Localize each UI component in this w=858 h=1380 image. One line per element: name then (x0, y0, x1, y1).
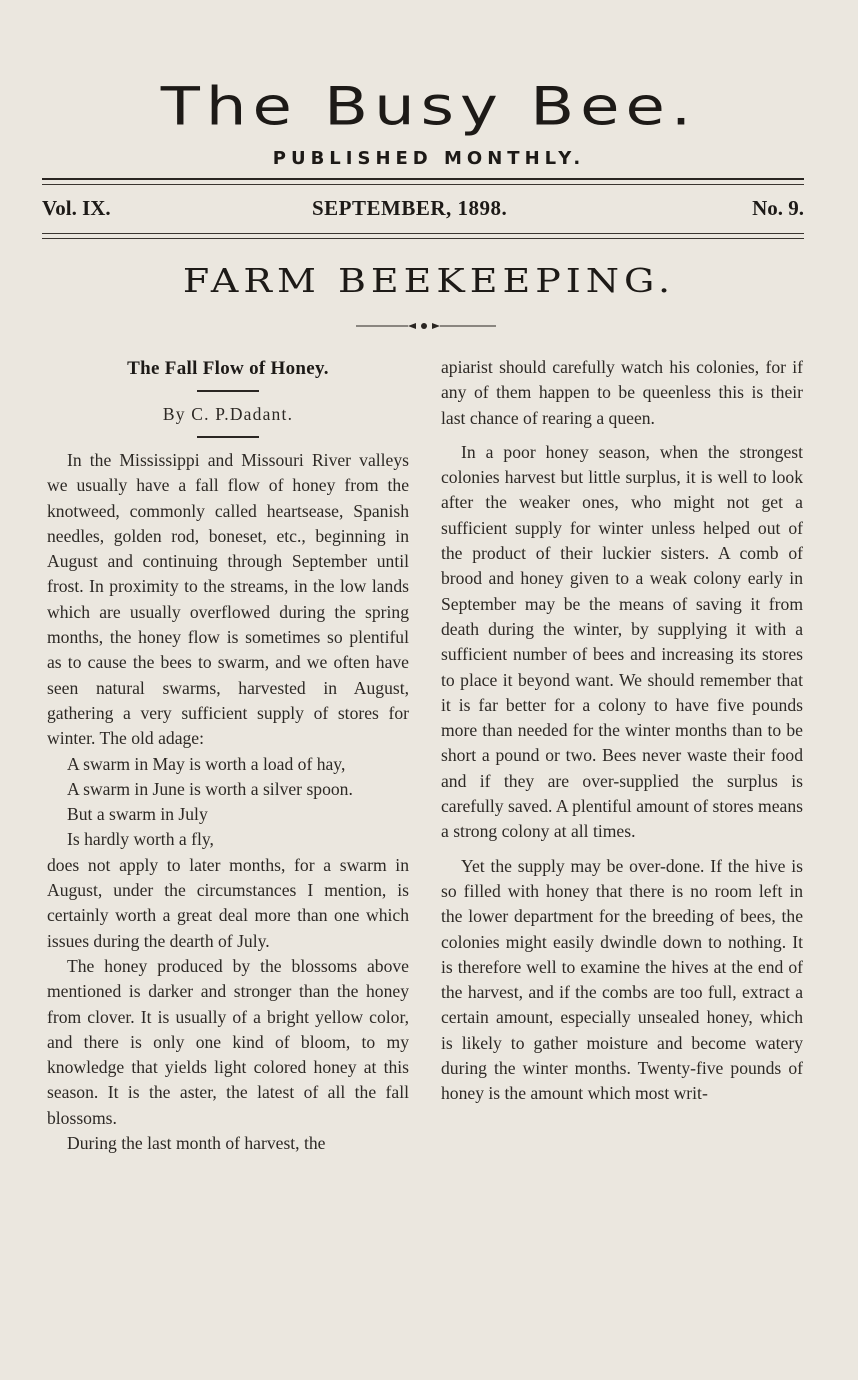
masthead-subtitle: PUBLISHED MONTHLY. (272, 148, 586, 169)
title-rule (197, 390, 259, 392)
verse-line: A swarm in May is worth a load of hay, (67, 753, 346, 774)
right-column (441, 355, 803, 1107)
article-byline: By C. P.Dadant. (162, 404, 294, 424)
ornament-divider-icon (356, 318, 496, 334)
paragraph: does not apply to later months, for a swarm in August, under the circumstances I mention, is certainly worth a great deal more than one which issues during the dearth of July. (47, 854, 409, 951)
issue-number: No. 9. (752, 196, 804, 220)
byline-rule (197, 436, 259, 438)
volume-label: Vol. IX. (42, 196, 111, 220)
header-rule-top (42, 178, 804, 180)
paragraph: apiarist should carefully watch his colonies, for if any of them happen to be queenless this is their last chance of rearing a queen. (441, 357, 803, 428)
article-title: The Fall Flow of Honey. (127, 358, 329, 379)
header-rule-bottom-thin (42, 238, 804, 239)
left-column (47, 352, 409, 1156)
header-rule-top-thin (42, 184, 804, 185)
paragraph: The honey produced by the blossoms above mentioned is darker and stronger than the honey from clover. It is usually of a bright yellow color, and there is only one kind of bloom, to my knowledge that yields light colored honey at this season. It is the aster, the latest of all the fall blossoms. (47, 955, 409, 1128)
header-rule-bottom (42, 233, 804, 234)
paragraph: In the Mississippi and Missouri River valleys we usually have a fall flow of honey from the knotweed, commonly called heartsease, Spanish needles, golden rod, boneset, etc., beginning in August and continuing through September until frost. In proximity to the streams, in the low lands which are usually overflowed during the spring months, the honey flow is sometimes so plentiful as to cause the bees to swarm, and we often have seen natural swarms, harvested in August, gathering a very sufficient supply of stores for winter. The old adage: (47, 450, 409, 749)
verse-block (47, 752, 409, 853)
verse-line: But a swarm in July (67, 804, 208, 825)
verse-line: Is hardly worth a fly, (67, 829, 214, 850)
section-title: FARM BEEKEEPING. (182, 262, 676, 300)
paragraph: During the last month of harvest, the (67, 1133, 326, 1154)
masthead-title: The Busy Bee. (160, 76, 698, 138)
verse-line: A swarm in June is worth a silver spoon. (67, 778, 353, 799)
issue-date: SEPTEMBER, 1898. (312, 196, 508, 220)
paragraph: Yet the supply may be over-done. If the hive is so filled with honey that there is no room left in the lower department for the breeding of bees, the colonies might easily dwindle down to nothing. It is therefore well to examine the hives at the end of the harvest, and if the combs are too full, extract a certain amount, especially unsealed honey, which is likely to gather moisture and become watery during the winter months. Twenty-five pounds of honey is the amount which most writ- (441, 855, 803, 1104)
issue-bar (42, 196, 804, 222)
paragraph: In a poor honey season, when the strongest colonies harvest but little surplus, it is well to look after the weaker ones, who might not get a sufficient supply for winter unless helped out of the product of their luckier sisters. A comb of brood and honey given to a weak colony early in September may be the means of saving it from death during the winter, by supplying it with a sufficient number of bees and increasing its stores to place it beyond want. We should remember that it is far better for a colony to have five pounds more than needed for the winter months than to be short a pound or two. Bees never waste their food and if they are over-supplied the surplus is carefully saved. A plentiful amount of stores means a strong colony at all times. (441, 441, 803, 842)
